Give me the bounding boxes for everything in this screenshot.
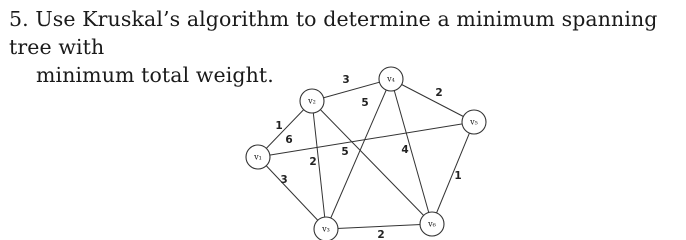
edge-v2-v6 [312, 101, 432, 224]
edge-weight-v1-v2: 6 [285, 134, 293, 146]
vertex-label-v1: v₁ [254, 152, 262, 162]
edge-weight-v4-v6: 4 [401, 144, 409, 156]
edge-v5-v6 [432, 122, 474, 224]
edge-weight-v3-v4: 5 [341, 146, 349, 158]
vertex-label-v6: v₆ [428, 219, 436, 229]
edge-weight-v4-v5: 2 [435, 87, 443, 99]
edge-weight-v5-v6: 1 [454, 170, 462, 182]
vertex-v3 [314, 217, 338, 240]
problem-text-line1: Use Kruskal’s algorithm to determine a minimum spanning tree with [9, 7, 658, 59]
vertex-label-v5: v₅ [470, 117, 478, 127]
edge-weight-v2-v4: 3 [342, 74, 350, 86]
vertex-v5 [462, 110, 486, 134]
problem-text-line2: minimum total weight. [36, 63, 274, 87]
vertex-v6 [420, 212, 444, 236]
edge-weight-v2-v3: 2 [309, 156, 317, 168]
vertex-label-v3: v₃ [322, 224, 330, 234]
edge-v3-v4 [326, 79, 391, 229]
edge-weight-v1-v5: 1 [275, 120, 283, 132]
edge-v4-v6 [391, 79, 432, 224]
vertex-v2 [300, 89, 324, 113]
vertex-v4 [379, 67, 403, 91]
vertex-v1 [246, 145, 270, 169]
edge-weight-v1-v3: 3 [280, 174, 288, 186]
problem-number: 5. [9, 7, 29, 31]
edge-weight-v2-v6: 5 [361, 97, 369, 109]
vertex-label-v4: v₄ [387, 74, 395, 84]
vertex-label-v2: v₂ [308, 96, 316, 106]
edge-weight-v3-v6: 2 [377, 229, 385, 240]
edge-v4-v5 [391, 79, 474, 122]
